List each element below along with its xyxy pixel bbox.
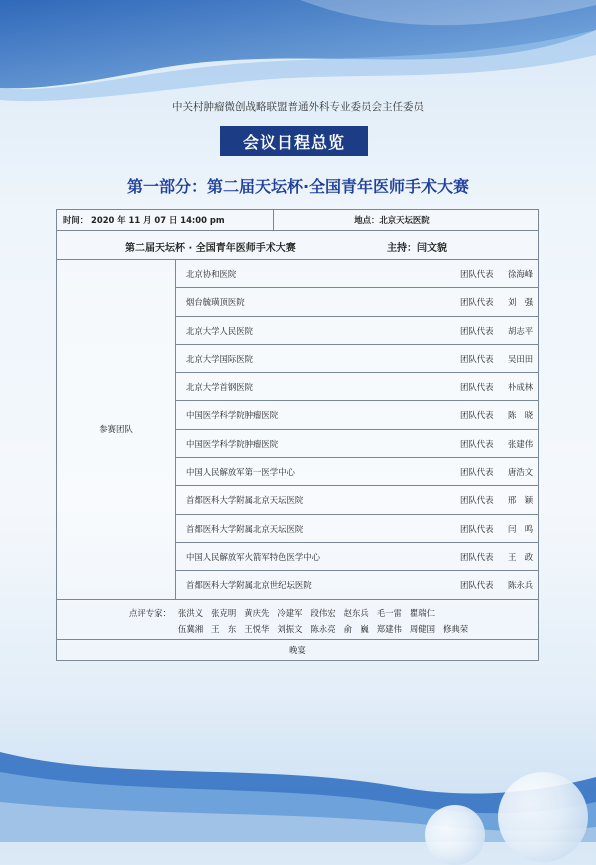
team-rep-name: 邢 颖 (508, 495, 534, 506)
team-rep-label: 团队代表 (460, 353, 494, 364)
team-hospital: 北京大学国际医院 (186, 353, 253, 364)
reviewers-line-2 (178, 623, 476, 635)
decorative-bubble (425, 805, 485, 865)
team-row (57, 260, 539, 288)
team-hospital: 中国医学科学院肿瘤医院 (186, 438, 279, 449)
team-rep-label: 团队代表 (460, 382, 494, 393)
team-rep-name: 王 政 (508, 551, 534, 562)
event-host: 主持：闫文貌 (387, 243, 447, 254)
team-rep-label: 团队代表 (460, 467, 494, 478)
reviewer-name: 王悦华 (244, 623, 270, 634)
reviewer-name: 冷建军 (277, 607, 303, 618)
team-rep-label: 团队代表 (460, 297, 494, 308)
reviewer-name: 修典荣 (443, 623, 469, 634)
team-rep-name: 徐海峰 (508, 269, 534, 279)
reviewer-name: 周健国 (409, 623, 435, 634)
team-rep-label: 团队代表 (460, 438, 494, 449)
team-rep-name: 陈永兵 (508, 580, 534, 591)
team-rep-label: 团队代表 (460, 523, 494, 534)
team-rep-name: 张建伟 (508, 438, 534, 449)
teams-body (57, 260, 539, 600)
team-rep-name: 闫 鸣 (508, 523, 534, 534)
reviewer-name: 刘振文 (277, 623, 303, 634)
reviewer-name: 郑建伟 (376, 623, 402, 634)
location-cell: 地点：北京天坛医院 (274, 210, 539, 231)
team-rep-name: 陈 晓 (508, 410, 534, 421)
schedule-table (56, 209, 539, 661)
team-rep-name: 唐浩文 (508, 467, 534, 478)
team-rep-name: 胡志平 (508, 325, 534, 336)
reviewer-name: 段伟宏 (310, 607, 336, 618)
part-title: 第一部分：第二届天坛杯·全国青年医师手术大赛 (126, 177, 470, 196)
team-hospital: 北京协和医院 (186, 269, 237, 279)
reviewer-name: 张洪义 (178, 607, 204, 618)
team-rep-label: 团队代表 (460, 325, 494, 336)
dinner-cell: 晚宴 (57, 639, 539, 660)
reviewers-line-1 (178, 607, 443, 619)
reviewer-name: 俞 巍 (343, 623, 369, 634)
team-hospital: 首都医科大学附属北京天坛医院 (186, 495, 304, 506)
team-rep-name: 吴田田 (508, 353, 534, 364)
team-hospital: 中国人民解放军第一医学中心 (186, 467, 295, 478)
team-hospital: 中国医学科学院肿瘤医院 (186, 410, 279, 421)
team-hospital: 北京大学首钢医院 (186, 382, 253, 393)
reviewer-name: 赵东兵 (343, 607, 369, 618)
reviewer-name: 王 东 (211, 623, 237, 634)
decorative-bubble (498, 772, 588, 862)
team-rep-label: 团队代表 (460, 580, 494, 591)
team-hospital: 烟台毓璜顶医院 (186, 297, 245, 308)
reviewer-name: 张克明 (211, 607, 237, 618)
reviewer-name: 黄庆先 (244, 607, 270, 618)
reviewers-row (57, 599, 539, 639)
event-name: 第二届天坛杯 · 全国青年医师手术大赛 (125, 243, 296, 254)
reviewers-label: 点评专家： (129, 607, 171, 618)
team-hospital: 首都医科大学附属北京天坛医院 (186, 523, 304, 534)
team-hospital: 首都医科大学附属北京世纪坛医院 (186, 580, 312, 591)
page-title: 会议日程总览 (220, 126, 368, 156)
team-rep-label: 团队代表 (460, 495, 494, 506)
team-hospital: 北京大学人民医院 (186, 325, 253, 336)
team-rep-label: 团队代表 (460, 269, 494, 279)
reviewer-name: 瞿瑞仁 (409, 607, 435, 618)
event-row (57, 231, 539, 260)
reviewer-name: 毛一雷 (376, 607, 402, 618)
time-location-row (57, 210, 539, 231)
team-hospital: 中国人民解放军火箭军特色医学中心 (186, 551, 320, 562)
dinner-row (57, 639, 539, 660)
organizer-line: 中关村肿瘤微创战略联盟普通外科专业委员会主任委员 (172, 101, 424, 113)
team-rep-label: 团队代表 (460, 551, 494, 562)
time-cell: 时间： 2020 年 11 月 07 日 14:00 pm (57, 210, 274, 231)
reviewer-name: 伍冀湘 (178, 623, 204, 634)
team-rep-label: 团队代表 (460, 410, 494, 421)
teams-label: 参赛团队 (57, 260, 176, 600)
reviewer-name: 陈永亮 (310, 623, 336, 634)
team-rep-name: 刘 强 (508, 297, 534, 308)
team-rep-name: 朴成林 (508, 382, 534, 393)
